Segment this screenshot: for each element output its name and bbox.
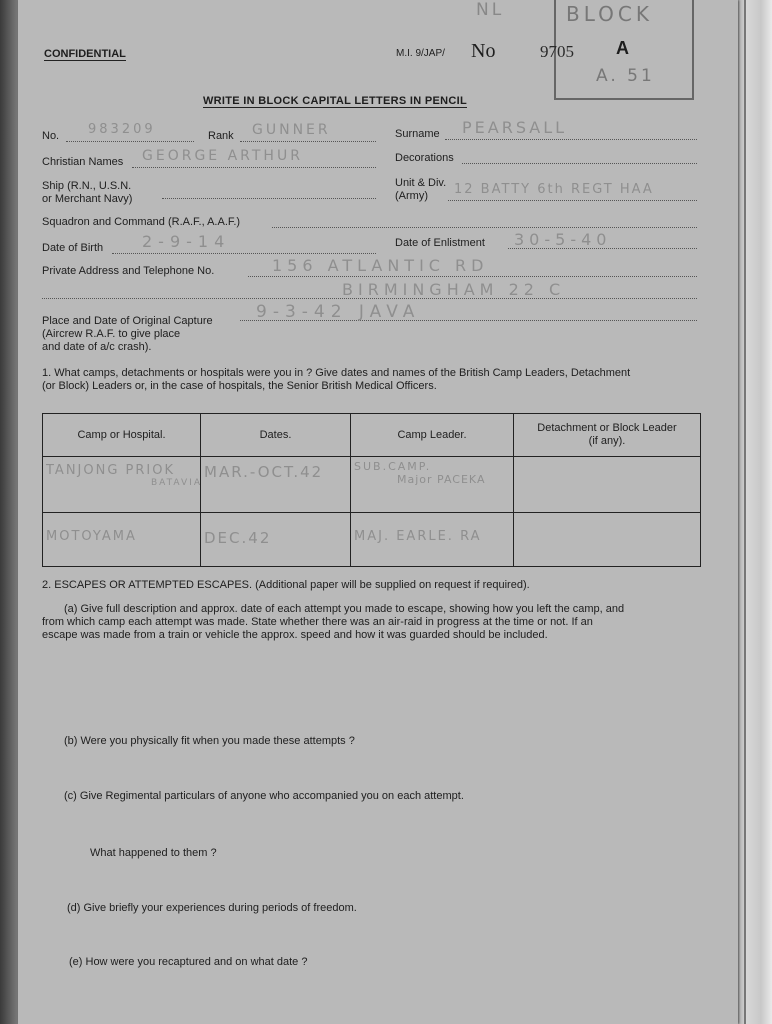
q2-heading: 2. ESCAPES OR ATTEMPTED ESCAPES. (Additional paper will be supplied on request if required). — [42, 579, 530, 591]
number-label: No — [471, 40, 496, 62]
christian-names-label: Christian Names — [42, 156, 124, 168]
address-label: Private Address and Telephone No. — [42, 265, 215, 277]
ship-label-1: Ship (R.N., U.S.N. — [42, 180, 132, 192]
rank-value: GUNNER — [252, 122, 331, 138]
camp-sub: BATAVIA — [151, 478, 202, 488]
rank-label: Rank — [208, 130, 234, 142]
capture-label-3: and date of a/c crash). — [42, 341, 152, 353]
ship-label-2: or Merchant Navy) — [42, 193, 133, 205]
header-camp: Camp or Hospital. — [43, 414, 201, 457]
camp-table — [42, 413, 701, 567]
surname-value: PEARSALL — [462, 118, 568, 137]
capture-label-1: Place and Date of Original Capture — [42, 315, 213, 327]
camp-dates: DEC.42 — [204, 529, 272, 547]
unit-label-1: Unit & Div. — [395, 177, 447, 189]
address-value-1: 156 ATLANTIC RD — [272, 256, 489, 275]
camp-name: MOTOYAMA — [46, 529, 137, 544]
surname-line — [445, 139, 697, 140]
q2a-line-1: (a) Give full description and approx. date of each attempt you made to escape, showing how you left the camp, and — [64, 603, 625, 615]
address-line-1 — [248, 276, 697, 277]
capture-label-2: (Aircrew R.A.F. to give place — [42, 328, 181, 340]
cell-detachment — [514, 457, 701, 513]
rank-line — [240, 141, 376, 142]
address-value-2: BIRMINGHAM 22 C — [342, 280, 566, 299]
q2c-text: (c) Give Regimental particulars of anyone who accompanied you on each attempt. — [64, 790, 464, 802]
dob-line — [112, 253, 376, 254]
q2a-line-2: from which camp each attempt was made. State whether there was an air-raid in progress at the time or not. If an — [42, 616, 593, 628]
camp-leader-sub: Major PACEKA — [397, 473, 486, 486]
q2c-sub-text: What happened to them ? — [90, 847, 217, 859]
q1-text — [42, 367, 702, 393]
camp-dates: MAR.-OCT.42 — [204, 463, 324, 481]
camp-leader: SUB.CAMP. — [354, 460, 432, 473]
enlistment-value: 30-5-40 — [514, 230, 612, 249]
number-value: 9705 — [540, 42, 574, 61]
cell-camp — [43, 513, 201, 567]
header-detachment-text: Detachment or Block Leader (if any). — [537, 422, 677, 447]
table-row — [43, 513, 701, 567]
capture-value: 9-3-42 JAVA — [256, 302, 421, 322]
unit-label-2: (Army) — [395, 190, 428, 202]
form-code: M.I. 9/JAP/ — [396, 48, 445, 59]
q2d-text: (d) Give briefly your experiences during periods of freedom. — [67, 902, 357, 914]
cell-leader — [351, 513, 514, 567]
header-dates: Dates. — [201, 414, 351, 457]
q2a-text — [42, 603, 704, 642]
q1-line-2: (or Block) Leaders or, in the case of hospitals, the Senior British Medical Officers. — [42, 380, 437, 392]
q2a-line-3: escape was made from a train or vehicle the approx. speed and how it was guarded should be included. — [42, 629, 548, 641]
camp-name: TANJONG PRIOK — [46, 463, 176, 478]
instruction-heading: WRITE IN BLOCK CAPITAL LETTERS IN PENCIL — [203, 95, 467, 107]
surname-label: Surname — [395, 128, 440, 140]
camp-leader: MAJ. EARLE. RA — [354, 529, 482, 544]
q1-line-1: 1. What camps, detachments or hospitals were you in ? Give dates and names of the British Camp Leaders, Detachment — [42, 367, 631, 379]
no-line — [66, 141, 194, 142]
dob-value: 2-9-14 — [142, 232, 231, 251]
unit-line — [448, 200, 697, 201]
stamp-code-text: A. 51 — [596, 66, 655, 86]
stamp-letter: A — [616, 38, 629, 58]
q2e-text: (e) How were you recaptured and on what date ? — [69, 956, 308, 968]
camp-table-header — [43, 414, 701, 457]
q2b-text: (b) Were you physically fit when you made these attempts ? — [64, 735, 355, 747]
christian-names-value: GEORGE ARTHUR — [142, 148, 303, 164]
header-leader: Camp Leader. — [351, 414, 514, 457]
no-label: No. — [42, 130, 60, 142]
table-row — [43, 457, 701, 513]
cell-leader — [351, 457, 514, 513]
cell-dates — [201, 513, 351, 567]
no-value: 983209 — [88, 122, 156, 137]
squadron-label: Squadron and Command (R.A.F., A.A.F.) — [42, 216, 241, 228]
decorations-line — [462, 163, 697, 164]
confidential-label: CONFIDENTIAL — [44, 48, 126, 60]
cell-camp — [43, 457, 201, 513]
cell-dates — [201, 457, 351, 513]
dob-label: Date of Birth — [42, 242, 104, 254]
enlistment-label: Date of Enlistment — [395, 237, 485, 249]
page-stack-edge-line — [744, 0, 746, 1024]
christian-names-line — [132, 167, 376, 168]
squadron-line — [272, 227, 697, 228]
cell-detachment — [514, 513, 701, 567]
ship-line — [162, 198, 376, 199]
unit-value: 12 BATTY 6th REGT HAA — [454, 182, 654, 197]
stamp-block-text: BLOCK — [566, 2, 653, 26]
page-stack-right — [735, 0, 772, 1024]
decorations-label: Decorations — [395, 152, 454, 164]
header-detachment — [514, 414, 701, 457]
top-scrawl: NL — [476, 0, 505, 20]
